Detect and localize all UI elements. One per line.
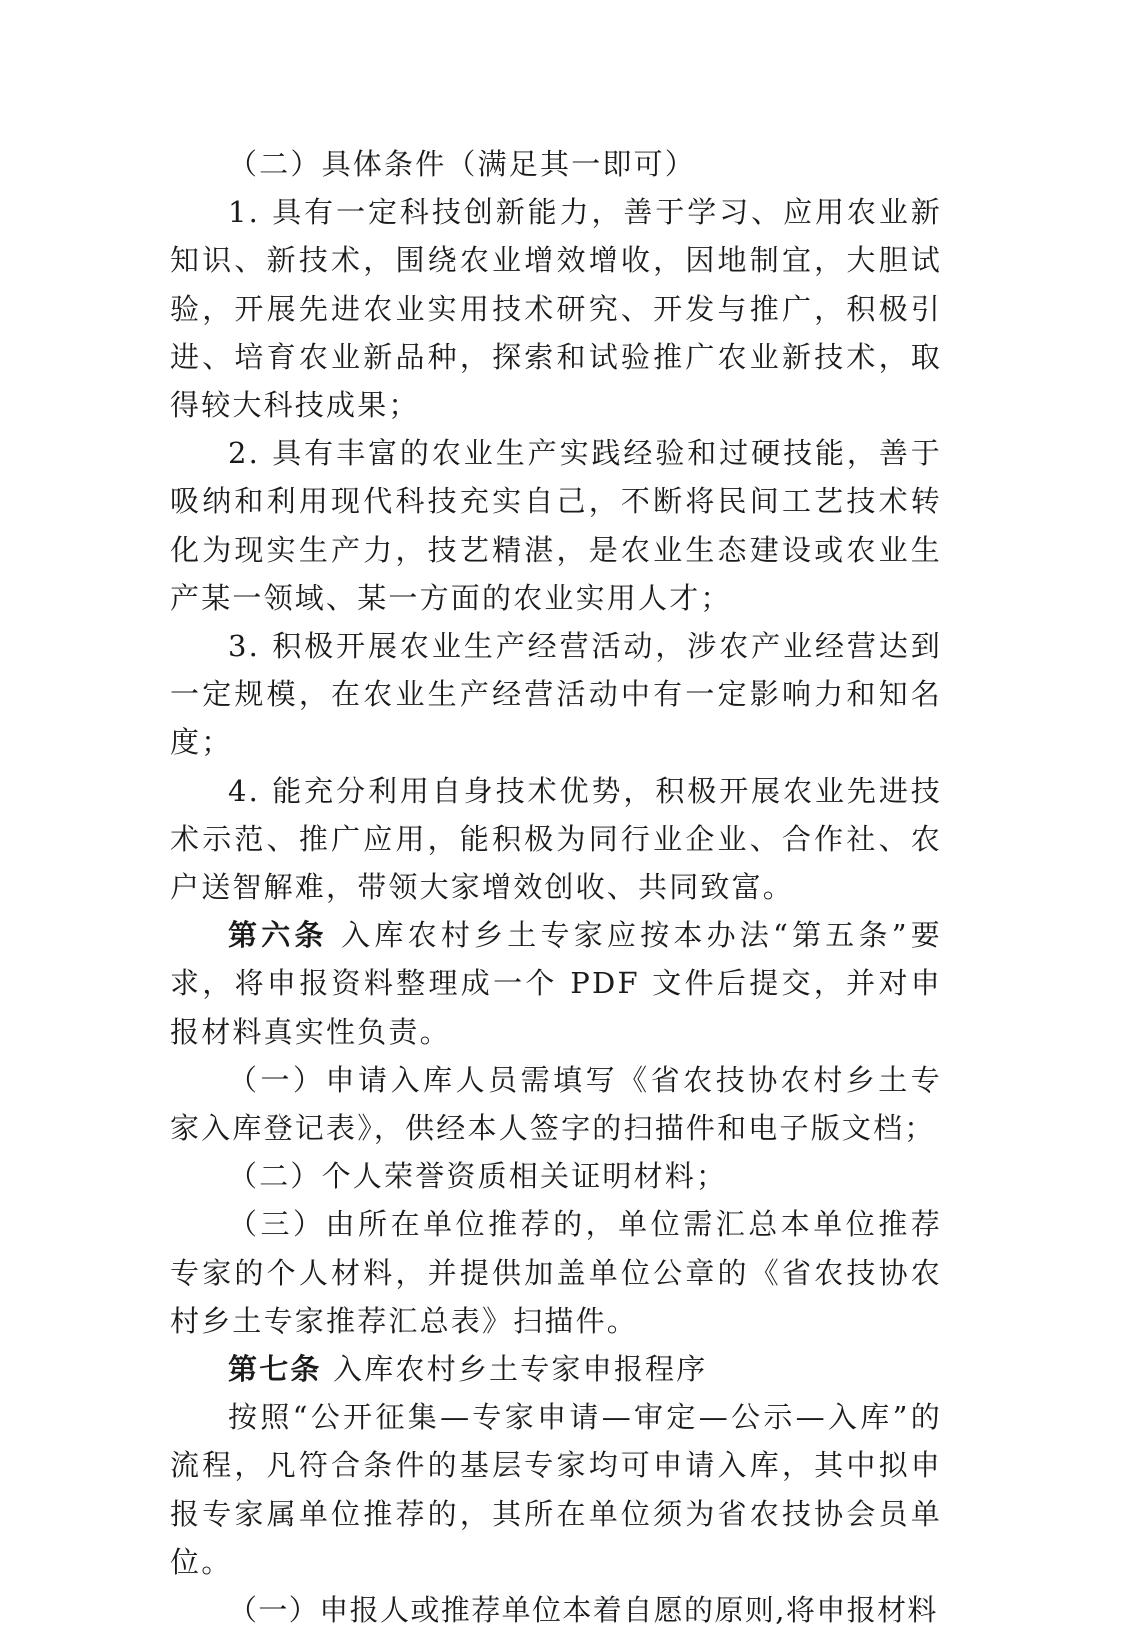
paragraph-procedure: 按照“公开征集—专家申请—审定—公示—入库”的流程，凡符合条件的基层专家均可申请入库，其中拟申报专家属单位推荐的，其所在单位须为省农技协会员单位。	[170, 1400, 942, 1579]
article-7-text: 入库农村乡土专家申报程序	[333, 1352, 708, 1387]
article-7-heading: 第七条	[228, 1352, 322, 1387]
article-6-heading: 第六条	[228, 918, 328, 953]
paragraph-article-6	[170, 911, 942, 1056]
paragraph-procedure-item-1: （一）申报人或推荐单位本着自愿的原则,将申报材料	[228, 1593, 938, 1628]
paragraph-article-6-item-2: （二）个人荣誉资质相关证明材料；	[228, 1159, 728, 1194]
paragraph-article-6-item-1: （一）申请入库人员需填写《省农技协农村乡土专家入库登记表》，供经本人签字的扫描件和电子版文档；	[170, 1062, 942, 1146]
paragraph-specific-conditions: （二）具体条件（满足其一即可）	[228, 147, 697, 181]
paragraph-condition-4: 4. 能充分利用自身技术优势，积极开展农业先进技术示范、推广应用，能积极为同行业企业、合作社、农户送智解难，带领大家增效创收、共同致富。	[170, 773, 942, 905]
paragraph-condition-3: 3. 积极开展农业生产经营活动，涉农产业经营达到一定规模，在农业生产经营活动中有一定影响力和知名度；	[170, 629, 942, 760]
paragraph-condition-2: 2. 具有丰富的农业生产实践经验和过硬技能，善于吸纳和利用现代科技充实自己，不断将民间工艺技术转化为现实生产力，技艺精湛，是农业生态建设或农业生产某一领域、某一方面的农业实用人才；	[170, 436, 942, 615]
document-body	[170, 140, 942, 1634]
article-6-text: 入库农村乡土专家应按本办法“第五条”要求，将申报资料整理成一个 PDF 文件后提交，并对申报材料真实性负责。	[170, 918, 942, 1049]
paragraph-article-7	[170, 1345, 942, 1393]
paragraph-condition-1: 1. 具有一定科技创新能力，善于学习、应用农业新知识、新技术，围绕农业增效增收，因地制宜，大胆试验，开展先进农业实用技术研究、开发与推广，积极引进、培育农业新品种，探索和试验推广农业新技术，取得较大科技成果；	[170, 195, 942, 423]
paragraph-article-6-item-3: （三）由所在单位推荐的，单位需汇总本单位推荐专家的个人材料，并提供加盖单位公章的《省农技协农村乡土专家推荐汇总表》扫描件。	[170, 1207, 942, 1338]
